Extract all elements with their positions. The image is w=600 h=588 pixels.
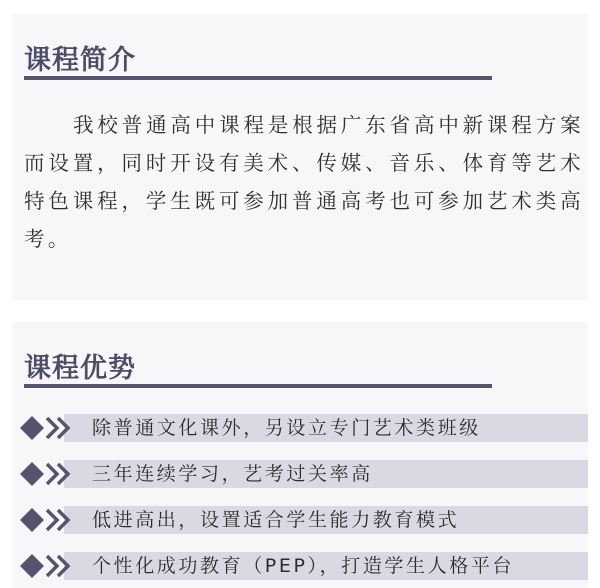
diamond-arrows-icon [20,553,84,579]
course-intro-text: 我校普通高中课程是根据广东省高中新课程方案而设置，同时开设有美术、传媒、音乐、体育等艺术特色课程，学生既可参加普通高考也可参加艺术类高考。 [24,113,584,251]
advantage-item [12,552,588,580]
course-intro-title: 课程简介 [24,45,136,76]
course-advantages-title: 课程优势 [24,353,136,384]
diamond-arrows-icon [20,507,84,533]
advantage-item [12,414,588,442]
advantage-label: 除普通文化课外，另设立专门艺术类班级 [92,417,481,439]
advantage-label: 个性化成功教育（PEP），打造学生人格平台 [92,555,515,577]
course-advantages-section [12,322,588,588]
advantage-label: 三年连续学习，艺考过关率高 [92,463,373,485]
advantage-item [12,506,588,534]
advantage-label: 低进高出，设置适合学生能力教育模式 [92,509,460,531]
diamond-arrows-icon [20,415,84,441]
advantage-item [12,460,588,488]
title-underline [24,76,492,80]
course-intro-section [12,14,588,300]
advantages-list [12,414,588,588]
title-underline [24,384,492,388]
diamond-arrows-icon [20,461,84,487]
